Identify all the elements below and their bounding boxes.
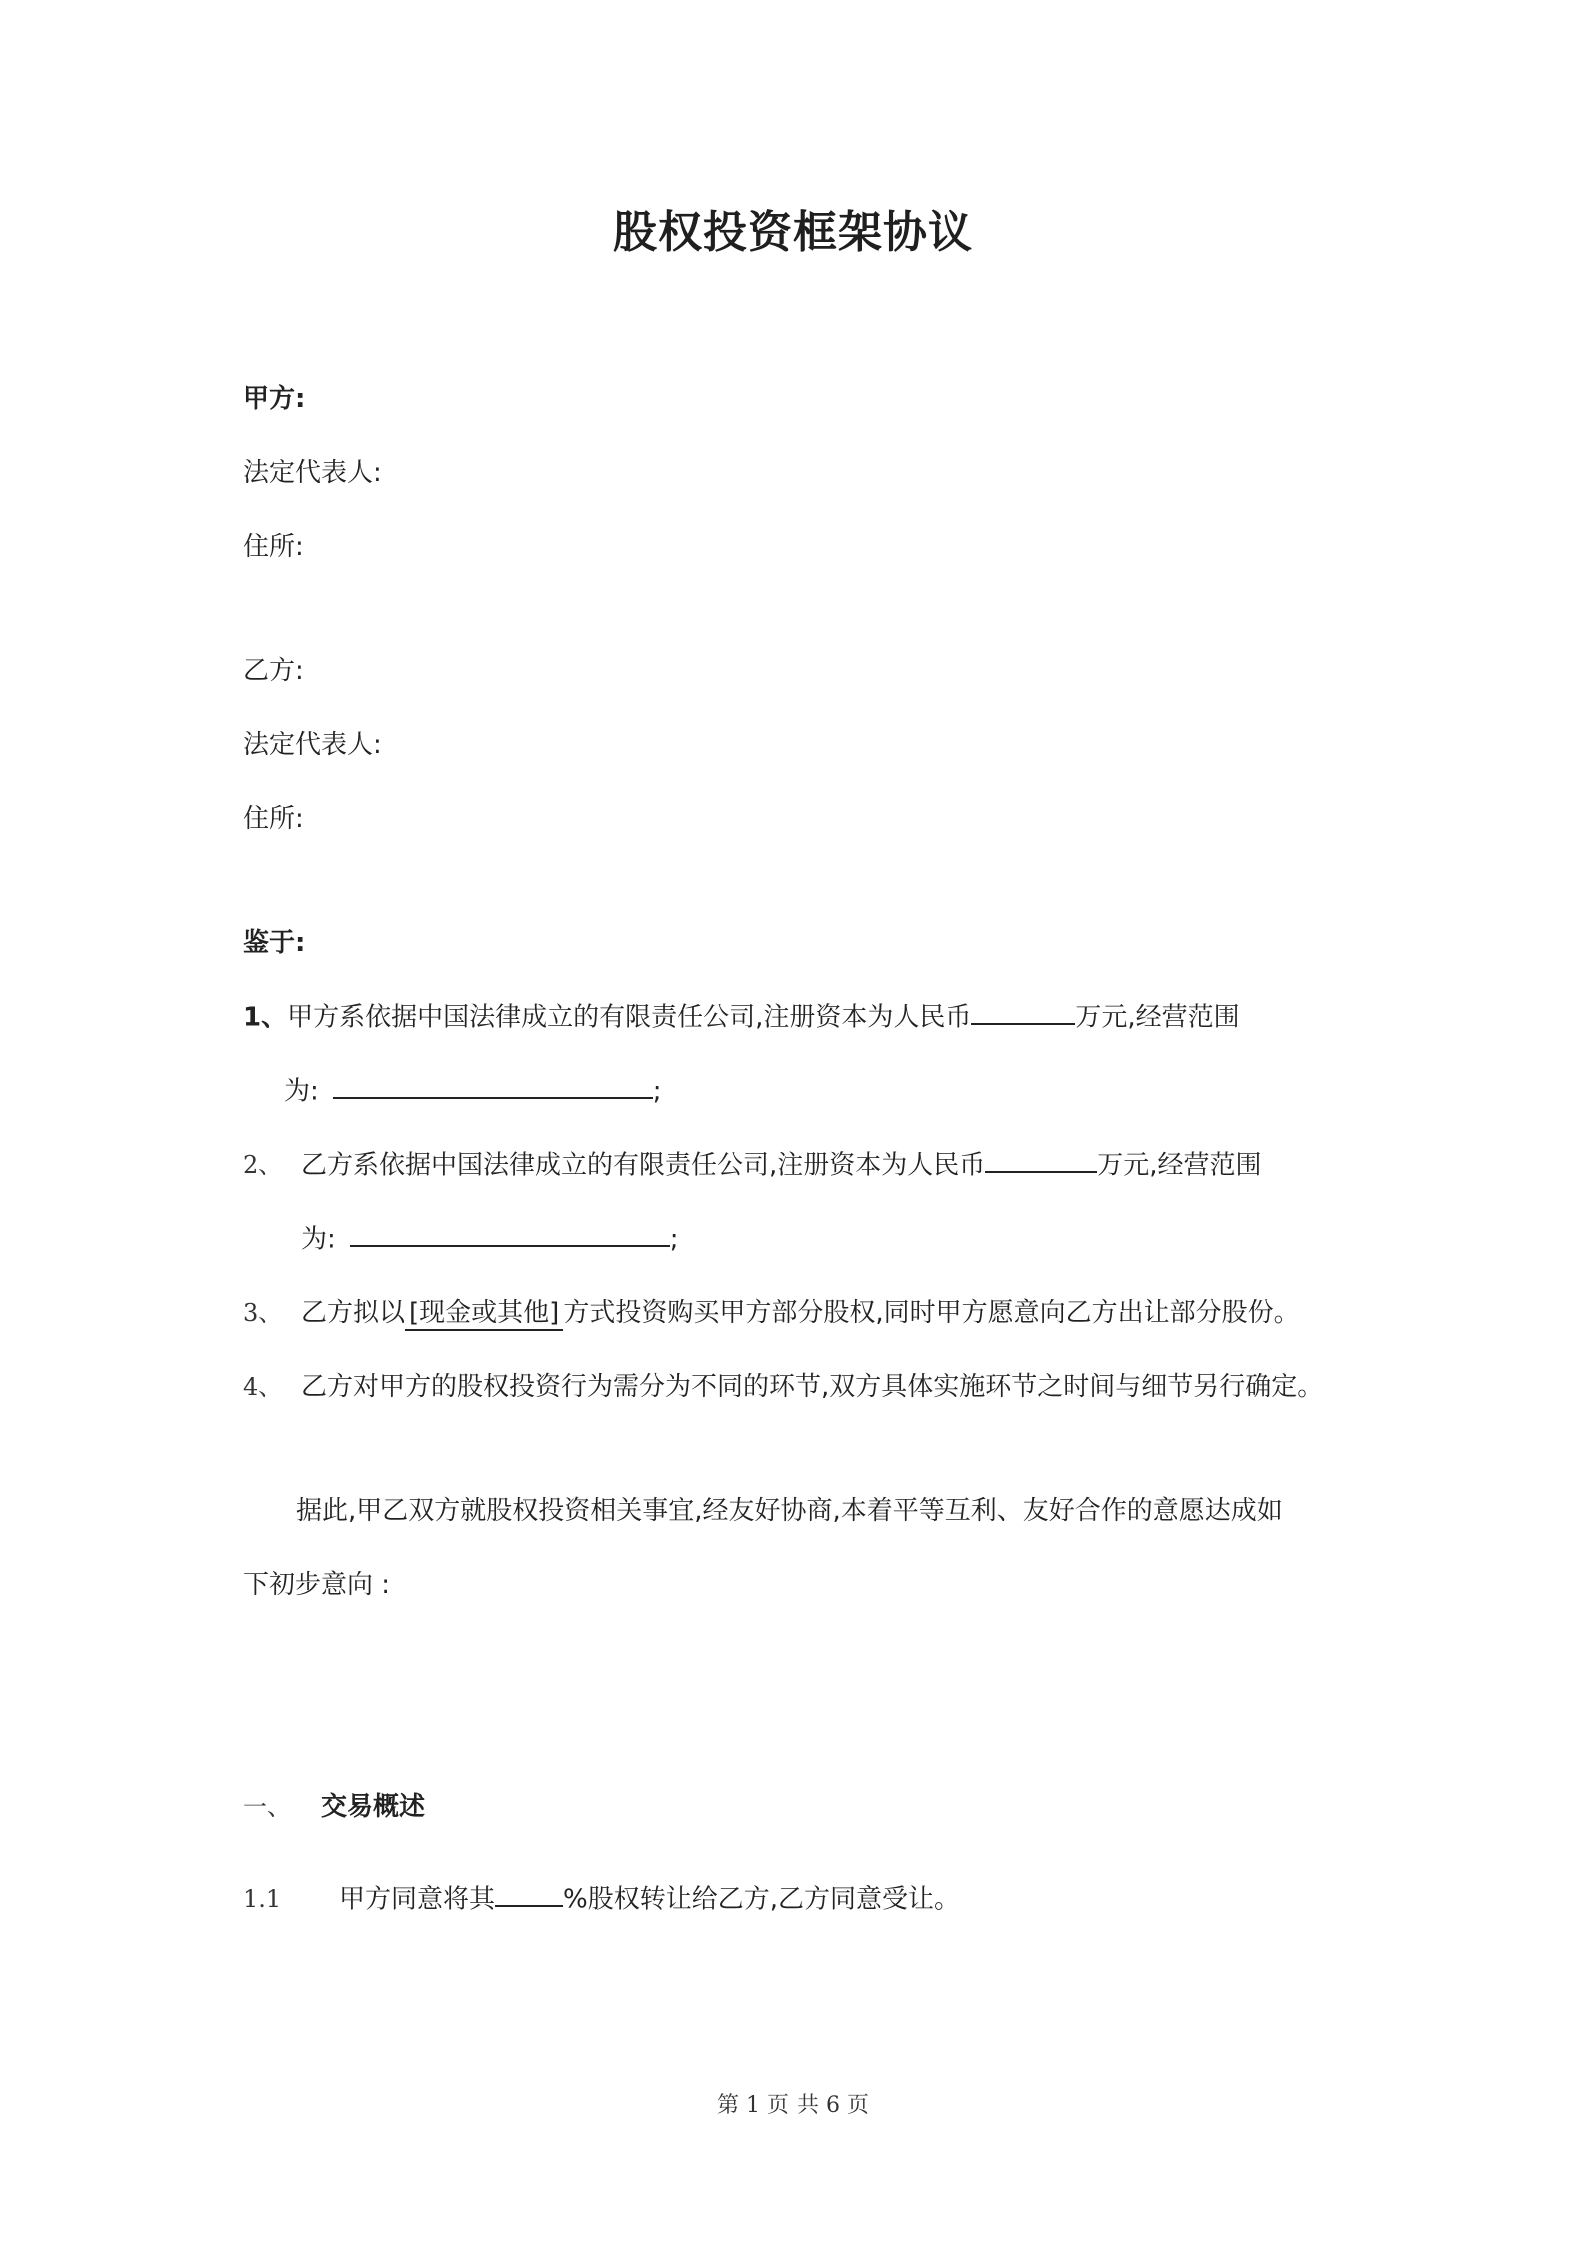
scope-blank-b [350, 1218, 670, 1247]
party-a-addr-label: 住所: [243, 532, 304, 562]
clause-1-scope [284, 1070, 662, 1107]
clause-3-number: 3、 [243, 1299, 283, 1327]
clause-1-end: ; [652, 1076, 662, 1107]
clause-3-text-b: 方式投资购买甲方部分股权,同时甲方愿意向乙方出让部分股份。 [563, 1298, 1300, 1328]
item-1-1-number: 1.1 [243, 1885, 282, 1914]
clause-1-scope-label: 为: [284, 1076, 319, 1107]
clause-1 [243, 996, 1240, 1033]
section-1-heading [243, 1786, 425, 1823]
clause-2-end: ; [669, 1224, 679, 1255]
page-footer [0, 2088, 1586, 2119]
party-b-addr-label: 住所: [243, 804, 304, 834]
clause-1-number: 1、 [243, 1002, 288, 1033]
clause-3 [243, 1292, 1300, 1331]
clause-2 [243, 1144, 1262, 1181]
section-1-title: 交易概述 [321, 1792, 426, 1822]
item-1-1-text-a: 甲方同意将其 [339, 1884, 496, 1915]
party-a-name-label: 甲方: [243, 384, 306, 414]
party-b-rep-label: 法定代表人: [243, 730, 382, 760]
page-number: 第 1 页 [717, 2093, 789, 2118]
intro-line-2: 下初步意向 : [243, 1570, 391, 1600]
whereas-label: 鉴于: [243, 928, 306, 958]
clause-2-text-b: 万元,经营范围 [1097, 1150, 1262, 1181]
section-1-number: 一、 [243, 1793, 291, 1821]
intro-line-1: 据此,甲乙双方就股权投资相关事宜,经友好协商,本着平等互利、友好合作的意愿达成如 [296, 1496, 1283, 1526]
clause-4-number: 4、 [243, 1373, 283, 1401]
clause-2-number: 2、 [243, 1151, 283, 1180]
item-1-1-text-b: %股权转让给乙方,乙方同意受让。 [563, 1884, 960, 1915]
investment-method-bracket: [现金或其他] [405, 1292, 563, 1331]
page-total: 共 6 页 [797, 2093, 869, 2118]
percentage-blank [495, 1878, 563, 1907]
clause-4-text: 乙方对甲方的股权投资行为需分为不同的环节,双方具体实施环节之时间与细节另行确定。 [301, 1372, 1324, 1402]
clause-2-text-a: 乙方系依据中国法律成立的有限责任公司,注册资本为人民币 [301, 1150, 986, 1181]
item-1-1 [243, 1878, 960, 1915]
party-b-name-label: 乙方: [243, 656, 304, 686]
clause-4 [243, 1366, 1323, 1403]
page-title: 股权投资框架协议 [613, 207, 973, 258]
clause-1-text-b: 万元,经营范围 [1075, 1002, 1240, 1033]
scope-blank-a [333, 1070, 653, 1099]
clause-1-text-a: 甲方系依据中国法律成立的有限责任公司,注册资本为人民币 [287, 1002, 972, 1033]
capital-blank-a [971, 996, 1075, 1025]
clause-3-text-a: 乙方拟以 [301, 1298, 406, 1328]
party-a-rep-label: 法定代表人: [243, 458, 382, 488]
clause-2-scope [301, 1218, 679, 1255]
capital-blank-b [985, 1144, 1097, 1173]
clause-2-scope-label: 为: [301, 1224, 336, 1255]
